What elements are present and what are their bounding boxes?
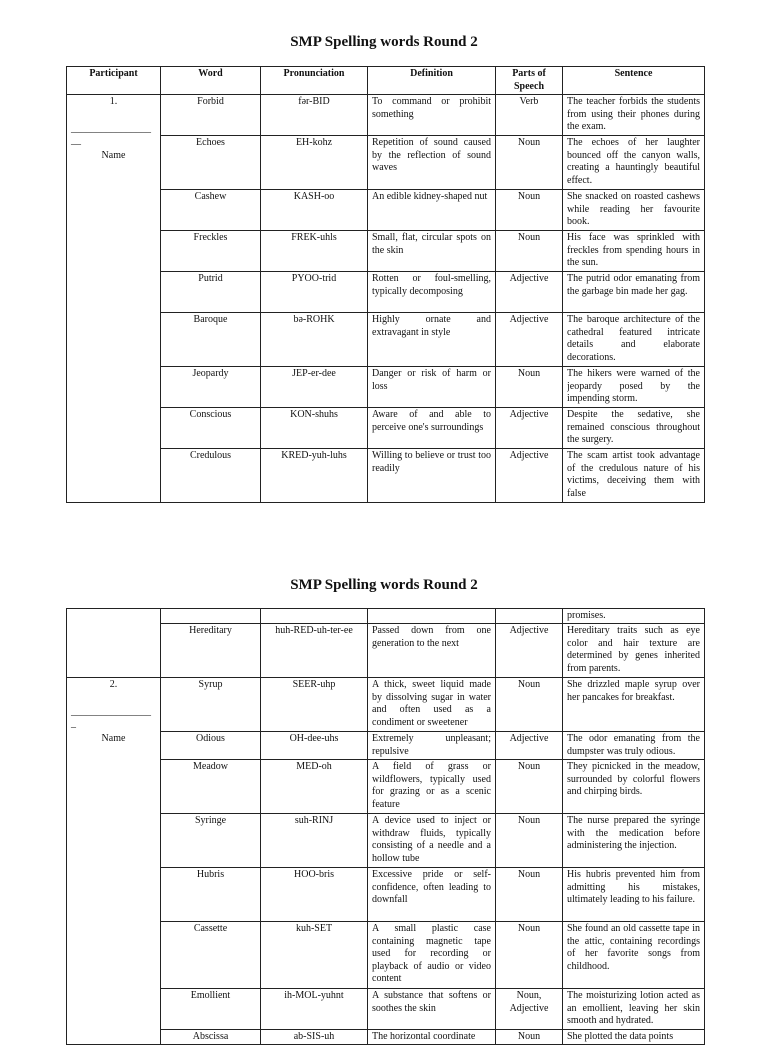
sent-text: Hereditary traits such as eye color and hair texture are determined by genes inherited from parents. <box>567 625 700 674</box>
pron-text: suh-RINJ <box>294 815 334 826</box>
sent-text: She drizzled maple syrup over her pancakes for breakfast. <box>567 679 700 703</box>
pos-text <box>500 610 558 622</box>
header-pronunciation: Pronunciation <box>261 67 368 95</box>
word-text: Syringe <box>194 815 227 826</box>
pron-text: OH-dee-uhs <box>289 733 339 744</box>
pos-text: Adjective <box>509 625 549 636</box>
def-text: Excessive pride or self-confidence, often leading to downfall <box>372 869 491 905</box>
cell-pron <box>261 624 368 678</box>
table-header-row <box>67 67 705 95</box>
def-text: Highly ornate and extravagant in style <box>372 314 491 338</box>
pron-text <box>265 610 363 622</box>
cell-sent <box>563 989 705 1030</box>
pos-text: Noun <box>517 1031 541 1042</box>
cell-pos <box>496 367 563 408</box>
word-text: Echoes <box>196 137 225 148</box>
participant-cell <box>67 678 161 1045</box>
cell-pos <box>496 408 563 449</box>
def-text: Rotten or foul-smelling, typically decomposing <box>372 273 491 297</box>
cell-def <box>368 1030 496 1045</box>
pron-text: ih-MOL-yuhnt <box>284 990 344 1001</box>
participant-number: 2. <box>109 679 118 690</box>
pos-text: Adjective <box>509 273 549 284</box>
cell-pron <box>261 1030 368 1045</box>
cell-word <box>161 1030 261 1045</box>
cell-word <box>161 732 261 760</box>
cell-pos <box>496 868 563 922</box>
cell-pos <box>496 609 563 624</box>
pron-text: FREK-uhls <box>291 232 337 243</box>
sent-text: His face was sprinkled with freckles from spending hours in the sun. <box>567 232 700 268</box>
cell-word <box>161 272 261 313</box>
def-text: A device used to inject or withdraw fluids, typically consisting of a needle and a hollow tube <box>372 815 491 864</box>
cell-sent <box>563 190 705 231</box>
cell-sent <box>563 732 705 760</box>
cell-word <box>161 449 261 503</box>
table-row <box>67 313 705 367</box>
pos-text: Noun <box>517 232 541 243</box>
cell-sent <box>563 408 705 449</box>
pos-text: Adjective <box>509 314 549 325</box>
sent-text: The teacher forbids the students from using their phones during the exam. <box>567 96 700 132</box>
sent-text: The odor emanating from the dumpster was truly odious. <box>567 733 700 757</box>
def-text: Repetition of sound caused by the reflection of sound waves <box>372 137 491 173</box>
cell-pos <box>496 624 563 678</box>
sent-text: Despite the sedative, she remained conscious throughout the surgery. <box>567 409 700 445</box>
pos-text: Noun <box>517 137 541 148</box>
cell-def <box>368 989 496 1030</box>
pos-text: Adjective <box>509 733 549 744</box>
cell-pron <box>261 190 368 231</box>
pos-text: Noun, Adjective <box>509 990 549 1014</box>
cell-pos <box>496 136 563 190</box>
cell-sent <box>563 678 705 732</box>
table-body <box>67 95 705 503</box>
cell-def <box>368 136 496 190</box>
pron-text: EH-kohz <box>295 137 333 148</box>
def-text: Danger or risk of harm or loss <box>372 368 491 392</box>
pron-text: fər-BID <box>298 96 330 107</box>
cell-def <box>368 814 496 868</box>
sent-text: The nurse prepared the syringe with the medication before administering the injection. <box>567 815 700 851</box>
def-text: Small, flat, circular spots on the skin <box>372 232 491 256</box>
page-title: SMP Spelling words Round 2 <box>290 577 478 593</box>
pron-text: JEP-er-dee <box>292 368 336 379</box>
table-row <box>67 190 705 231</box>
cell-pos <box>496 313 563 367</box>
table-row <box>67 989 705 1030</box>
cell-word <box>161 814 261 868</box>
cell-def <box>368 367 496 408</box>
cell-def <box>368 678 496 732</box>
cell-sent <box>563 922 705 989</box>
participant-cell <box>67 95 161 503</box>
cell-def <box>368 624 496 678</box>
cell-pos <box>496 272 563 313</box>
pos-text: Noun <box>517 869 541 880</box>
spelling-words-table <box>66 66 705 503</box>
def-text: A field of grass or wildflowers, typically used for grazing or as a scenic feature <box>372 761 491 810</box>
word-text: Putrid <box>198 273 223 284</box>
word-text: Freckles <box>193 232 228 243</box>
word-text: Forbid <box>197 96 224 107</box>
word-text: Abscissa <box>192 1031 229 1042</box>
cell-sent <box>563 609 705 624</box>
word-text: Baroque <box>193 314 228 325</box>
pron-text: KRED-yuh-luhs <box>281 450 347 461</box>
def-text: A thick, sweet liquid made by dissolving sugar in water and often used as a condiment or sweetener <box>372 679 491 728</box>
sent-text: She snacked on roasted cashews while reading her favourite book. <box>567 191 700 227</box>
cell-pos <box>496 989 563 1030</box>
cell-sent <box>563 95 705 136</box>
table-row <box>67 1030 705 1045</box>
table-row <box>67 609 705 624</box>
word-text: Hubris <box>196 869 225 880</box>
cell-word <box>161 989 261 1030</box>
table-row <box>67 408 705 449</box>
def-text: Passed down from one generation to the next <box>372 625 491 649</box>
table-row <box>67 814 705 868</box>
pron-text: MED-oh <box>296 761 332 772</box>
cell-pos <box>496 95 563 136</box>
sent-text: The putrid odor emanating from the garbage bin made her gag. <box>567 273 700 297</box>
participant-cell-empty <box>67 609 161 678</box>
cell-word <box>161 922 261 989</box>
word-text: Hereditary <box>189 625 232 636</box>
pron-text: KASH-oo <box>293 191 335 202</box>
word-text: Odious <box>196 733 225 744</box>
pron-text: ab-SIS-uh <box>293 1031 335 1042</box>
cell-pron <box>261 609 368 624</box>
cell-sent <box>563 231 705 272</box>
cell-pron <box>261 868 368 922</box>
def-text: A substance that softens or soothes the skin <box>372 990 491 1014</box>
cell-pos <box>496 922 563 989</box>
sent-text: The hikers were warned of the jeopardy posed by the impending storm. <box>567 368 700 404</box>
cell-pos <box>496 190 563 231</box>
pos-text: Noun <box>517 761 541 772</box>
cell-pron <box>261 732 368 760</box>
cell-def <box>368 231 496 272</box>
word-text: Cassette <box>193 923 228 934</box>
table-row <box>67 272 705 313</box>
pos-text: Noun <box>517 815 541 826</box>
cell-sent <box>563 367 705 408</box>
cell-pos <box>496 760 563 814</box>
cell-word <box>161 760 261 814</box>
word-text: Emollient <box>190 990 231 1001</box>
word-text: Cashew <box>194 191 227 202</box>
cell-pron <box>261 989 368 1030</box>
cell-word <box>161 624 261 678</box>
def-text: Willing to believe or trust too readily <box>372 450 491 474</box>
sent-text: His hubris prevented him from admitting his mistakes, ultimately leading to his failure. <box>567 869 700 905</box>
pos-text: Adjective <box>509 409 549 420</box>
cell-sent <box>563 868 705 922</box>
table-row <box>67 136 705 190</box>
cell-word <box>161 190 261 231</box>
cell-def <box>368 190 496 231</box>
table-row <box>67 231 705 272</box>
def-text: Extremely unpleasant; repulsive <box>372 733 491 757</box>
cell-pos <box>496 814 563 868</box>
pos-text: Noun <box>517 923 541 934</box>
cell-sent <box>563 136 705 190</box>
sent-text: She found an old cassette tape in the attic, containing recordings of her favorite songs from childhood. <box>567 923 700 972</box>
sent-text: The scam artist took advantage of the credulous nature of his victims, deceiving them with false <box>567 450 700 499</box>
def-text: An edible kidney-shaped nut <box>372 191 488 202</box>
cell-sent <box>563 814 705 868</box>
cell-def <box>368 272 496 313</box>
cell-def <box>368 408 496 449</box>
word-text <box>165 610 256 622</box>
pos-text: Noun <box>517 368 541 379</box>
participant-number: 1. <box>109 96 118 107</box>
cell-word <box>161 231 261 272</box>
def-text: The horizontal coordinate <box>372 1031 476 1042</box>
cell-word <box>161 95 261 136</box>
pron-text: HOO-bris <box>294 869 334 880</box>
pron-text: bə-ROHK <box>293 314 335 325</box>
table-row <box>67 449 705 503</box>
name-line: ________________ _ <box>71 705 151 729</box>
header-participant: Participant <box>67 67 161 95</box>
cell-word <box>161 313 261 367</box>
pos-text: Noun <box>517 191 541 202</box>
pron-text: KON-shuhs <box>290 409 338 420</box>
pos-text: Verb <box>519 96 539 107</box>
pron-text: kuh-SET <box>295 923 333 934</box>
pron-text: huh-RED-uh-ter-ee <box>275 625 353 636</box>
spelling-words-table-continued <box>66 608 705 1045</box>
table-row <box>67 367 705 408</box>
cell-pos <box>496 732 563 760</box>
cell-sent <box>563 760 705 814</box>
def-text: A small plastic case containing magnetic tape used for recording or playback of audio or video content <box>372 923 491 984</box>
table-row <box>67 624 705 678</box>
table-row <box>67 922 705 989</box>
cell-pron <box>261 449 368 503</box>
def-text: To command or prohibit something <box>372 96 491 120</box>
table-row <box>67 868 705 922</box>
table-row <box>67 732 705 760</box>
cell-pos <box>496 1030 563 1045</box>
name-label: Name <box>101 732 126 744</box>
sent-text: They picnicked in the meadow, surrounded by colorful flowers and chirping birds. <box>567 761 700 797</box>
sent-text: She plotted the data points <box>567 1031 674 1042</box>
cell-word <box>161 678 261 732</box>
word-text: Meadow <box>193 761 228 772</box>
header-definition: Definition <box>368 67 496 95</box>
cell-pron <box>261 313 368 367</box>
pron-text: SEER-uhp <box>292 679 336 690</box>
sent-text: The echoes of her laughter bounced off the canyon walls, creating a hauntingly beautiful effect. <box>567 137 700 186</box>
cell-word <box>161 136 261 190</box>
cell-sent <box>563 1030 705 1045</box>
cell-sent <box>563 449 705 503</box>
def-text: Aware of and able to perceive one's surroundings <box>372 409 491 433</box>
cell-sent <box>563 272 705 313</box>
cell-sent <box>563 624 705 678</box>
table-row <box>67 760 705 814</box>
cell-def <box>368 95 496 136</box>
cell-word <box>161 408 261 449</box>
cell-pron <box>261 760 368 814</box>
pos-text: Noun <box>517 679 541 690</box>
header-word: Word <box>161 67 261 95</box>
header-parts-of-speech: Parts of Speech <box>496 67 563 95</box>
cell-pron <box>261 95 368 136</box>
page-title: SMP Spelling words Round 2 <box>290 34 478 50</box>
cell-def <box>368 868 496 922</box>
cell-def <box>368 449 496 503</box>
cell-pron <box>261 272 368 313</box>
cell-def <box>368 922 496 989</box>
cell-pron <box>261 814 368 868</box>
sent-text: The moisturizing lotion acted as an emollient, leaving her skin smooth and hydrated. <box>567 990 700 1026</box>
cell-def <box>368 313 496 367</box>
cell-pron <box>261 367 368 408</box>
pos-text: Adjective <box>509 450 549 461</box>
name-label: Name <box>101 149 126 161</box>
word-text: Credulous <box>189 450 232 461</box>
cell-pos <box>496 449 563 503</box>
cell-pron <box>261 408 368 449</box>
cell-pos <box>496 231 563 272</box>
word-text: Jeopardy <box>192 368 229 379</box>
cell-def <box>368 760 496 814</box>
header-sentence: Sentence <box>563 67 705 95</box>
sent-text: promises. <box>567 610 606 621</box>
cell-word <box>161 868 261 922</box>
table-row <box>67 678 705 732</box>
cell-def <box>368 609 496 624</box>
word-text: Conscious <box>189 409 232 420</box>
cell-def <box>368 732 496 760</box>
sent-text: The baroque architecture of the cathedral featured intricate details and elaborate decorations. <box>567 314 700 363</box>
cell-sent <box>563 313 705 367</box>
name-line: ________________ __ <box>71 122 151 146</box>
table-body <box>67 609 705 1045</box>
def-text <box>372 610 491 622</box>
cell-word <box>161 609 261 624</box>
cell-pron <box>261 678 368 732</box>
pron-text: PYOO-trid <box>291 273 337 284</box>
word-text: Syrup <box>198 679 223 690</box>
table-row <box>67 95 705 136</box>
cell-word <box>161 367 261 408</box>
cell-pron <box>261 231 368 272</box>
cell-pron <box>261 922 368 989</box>
cell-pos <box>496 678 563 732</box>
cell-pron <box>261 136 368 190</box>
